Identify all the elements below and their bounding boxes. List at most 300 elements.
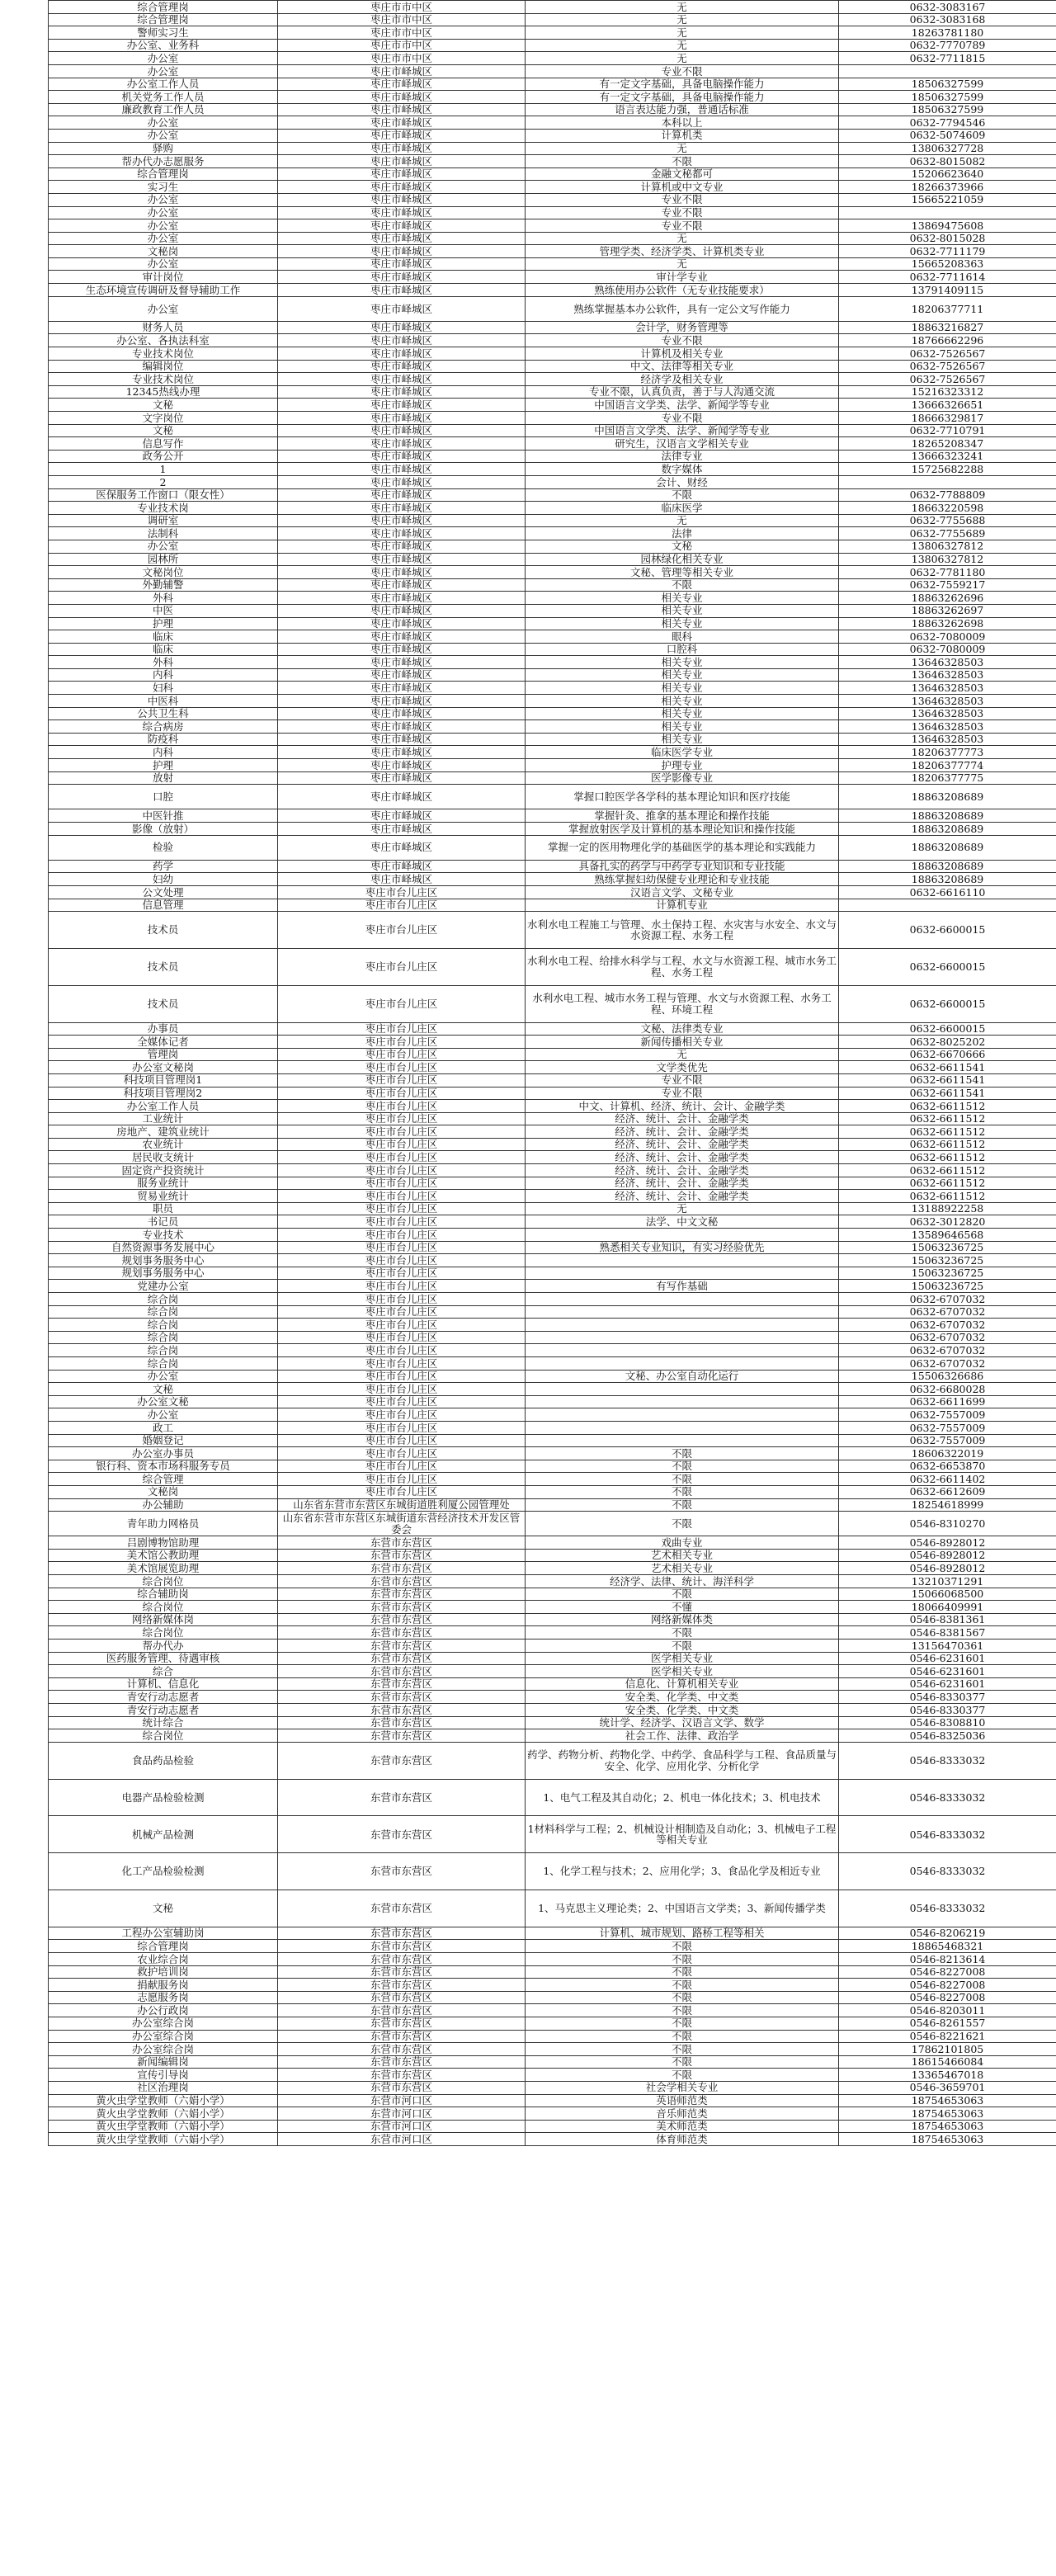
- table-row: [49, 1890, 1056, 1927]
- location-cell: 枣庄市峄城区: [278, 514, 526, 527]
- phone-cell: 18263781180: [839, 26, 1056, 40]
- position-cell: 办公室综合岗: [49, 2017, 278, 2030]
- table-row: [49, 823, 1056, 836]
- phone-cell: 0546-8325036: [839, 1729, 1056, 1743]
- requirement-cell: 专业不限: [526, 1073, 839, 1087]
- position-cell: 中医: [49, 604, 278, 617]
- location-cell: 东营市东营区: [278, 1639, 526, 1653]
- table-row: [49, 809, 1056, 823]
- location-cell: 东营市河口区: [278, 2107, 526, 2121]
- requirement-cell: 安全类、化学类、中文类: [526, 1691, 839, 1704]
- location-cell: 枣庄市峄城区: [278, 116, 526, 130]
- table-row: [49, 1254, 1056, 1267]
- position-cell: 综合岗: [49, 1356, 278, 1370]
- table-row: [49, 1853, 1056, 1890]
- requirement-cell: 不限: [526, 2043, 839, 2056]
- location-cell: 枣庄市市中区: [278, 13, 526, 26]
- position-cell: 外科: [49, 592, 278, 605]
- requirement-cell: 不限: [526, 1485, 839, 1498]
- position-cell: 工业统计: [49, 1112, 278, 1125]
- location-cell: 枣庄市台儿庄区: [278, 1202, 526, 1215]
- requirement-cell: 无: [526, 1, 839, 14]
- table-row: [49, 1048, 1056, 1061]
- location-cell: 东营市东营区: [278, 1536, 526, 1550]
- phone-cell: 0632-7711815: [839, 52, 1056, 65]
- table-row: [49, 1087, 1056, 1100]
- position-cell: 办公室: [49, 232, 278, 245]
- requirement-cell: 法学、中文文秘: [526, 1215, 839, 1229]
- table-row: [49, 1267, 1056, 1280]
- table-row: [49, 1280, 1056, 1293]
- phone-cell: 0546-8333032: [839, 1853, 1056, 1890]
- requirement-cell: 不限: [526, 1991, 839, 2004]
- table-row: [49, 1061, 1056, 1074]
- position-cell: 护理: [49, 617, 278, 630]
- requirement-cell: 计算机类: [526, 129, 839, 142]
- position-cell: 房地产、建筑业统计: [49, 1125, 278, 1139]
- requirement-cell: 经济、统计、会计、金融学类: [526, 1177, 839, 1190]
- table-row: [49, 271, 1056, 284]
- location-cell: 东营市东营区: [278, 1677, 526, 1691]
- table-row: [49, 1344, 1056, 1357]
- table-row: [49, 617, 1056, 630]
- location-cell: 枣庄市峄城区: [278, 733, 526, 746]
- position-cell: 信息管理: [49, 899, 278, 912]
- position-cell: 新闻编辑岗: [49, 2055, 278, 2069]
- position-cell: 自然资源事务发展中心: [49, 1241, 278, 1254]
- phone-cell: 0632-7557009: [839, 1434, 1056, 1447]
- location-cell: 枣庄市峄城区: [278, 502, 526, 515]
- requirement-cell: 文秘、办公室自动化运行: [526, 1370, 839, 1383]
- position-cell: 内科: [49, 668, 278, 682]
- requirement-cell: 计算机专业: [526, 899, 839, 912]
- table-row: [49, 1691, 1056, 1704]
- location-cell: 枣庄市台儿庄区: [278, 1356, 526, 1370]
- requirement-cell: 会计、财经: [526, 475, 839, 488]
- position-cell: 文秘岗: [49, 245, 278, 258]
- table-row: [49, 1356, 1056, 1370]
- position-cell: 办公室、业务科: [49, 39, 278, 52]
- phone-cell: 0546-8928012: [839, 1536, 1056, 1550]
- location-cell: 东营市东营区: [278, 1965, 526, 1979]
- table-row: [49, 2107, 1056, 2121]
- requirement-cell: 熟悉相关专业知识，有实习经验优先: [526, 1241, 839, 1254]
- position-cell: 黄火虫学堂教师（六娟小学）: [49, 2094, 278, 2107]
- location-cell: 东营市东营区: [278, 1691, 526, 1704]
- phone-cell: 0632-8015082: [839, 155, 1056, 168]
- phone-cell: 15063236725: [839, 1254, 1056, 1267]
- location-cell: 枣庄市峄城区: [278, 347, 526, 361]
- table-row: [49, 1383, 1056, 1396]
- table-row: [49, 91, 1056, 104]
- table-row: [49, 985, 1056, 1022]
- requirement-cell: 不限: [526, 1460, 839, 1473]
- location-cell: 枣庄市峄城区: [278, 129, 526, 142]
- phone-cell: 13646328503: [839, 707, 1056, 720]
- requirement-cell: 水利水电工程、给排水科学与工程、水文与水资源工程、城市水务工程、水务工程: [526, 948, 839, 985]
- table-row: [49, 155, 1056, 168]
- position-cell: 中医科: [49, 695, 278, 708]
- location-cell: 枣庄市台儿庄区: [278, 1408, 526, 1422]
- requirement-cell: [526, 1383, 839, 1396]
- phone-cell: 0632-7755689: [839, 527, 1056, 540]
- position-cell: 农业统计: [49, 1138, 278, 1151]
- position-cell: 工程办公室辅助岗: [49, 1927, 278, 1940]
- table-row: [49, 835, 1056, 860]
- position-cell: 办公室: [49, 540, 278, 553]
- phone-cell: 18066409991: [839, 1601, 1056, 1614]
- requirement-cell: 经济、统计、会计、金融学类: [526, 1125, 839, 1139]
- location-cell: 东营市河口区: [278, 2133, 526, 2146]
- phone-cell: 0632-7794546: [839, 116, 1056, 130]
- location-cell: 枣庄市峄城区: [278, 463, 526, 476]
- phone-cell: 13646328503: [839, 656, 1056, 669]
- table-row: [49, 1151, 1056, 1164]
- phone-cell: 18865468321: [839, 1940, 1056, 1953]
- position-cell: 廉政教育工作人员: [49, 103, 278, 116]
- table-row: [49, 1370, 1056, 1383]
- position-cell: 技术员: [49, 912, 278, 949]
- location-cell: 枣庄市峄城区: [278, 695, 526, 708]
- location-cell: 枣庄市峄城区: [278, 668, 526, 682]
- position-cell: 办公室文秘岗: [49, 1061, 278, 1074]
- location-cell: 枣庄市峄城区: [278, 64, 526, 78]
- phone-cell: 18666329817: [839, 412, 1056, 425]
- requirement-cell: 经济、统计、会计、金融学类: [526, 1151, 839, 1164]
- phone-cell: 15063236725: [839, 1267, 1056, 1280]
- table-row: [49, 26, 1056, 40]
- phone-cell: 18754653063: [839, 2120, 1056, 2133]
- position-cell: 统计综合: [49, 1716, 278, 1729]
- location-cell: 东营市东营区: [278, 1890, 526, 1927]
- location-cell: 枣庄市台儿庄区: [278, 1383, 526, 1396]
- requirement-cell: 相关专业: [526, 707, 839, 720]
- phone-cell: 18863208689: [839, 823, 1056, 836]
- requirement-cell: 水利水电工程、城市水务工程与管理、水文与水资源工程、水务工程、环境工程: [526, 985, 839, 1022]
- phone-cell: 0632-7788809: [839, 488, 1056, 502]
- requirement-cell: 不限: [526, 578, 839, 592]
- phone-cell: 18863208689: [839, 809, 1056, 823]
- phone-cell: 18265208347: [839, 437, 1056, 451]
- table-row: [49, 1473, 1056, 1486]
- table-row: [49, 103, 1056, 116]
- position-cell: 实习生: [49, 181, 278, 194]
- location-cell: 枣庄市台儿庄区: [278, 1319, 526, 1332]
- location-cell: 东营市东营区: [278, 1952, 526, 1965]
- location-cell: 枣庄市峄城区: [278, 167, 526, 181]
- position-cell: 办公行政岗: [49, 2004, 278, 2017]
- table-row: [49, 1952, 1056, 1965]
- position-cell: 编辑岗位: [49, 360, 278, 373]
- position-cell: 文秘岗: [49, 1485, 278, 1498]
- phone-cell: 0632-6612609: [839, 1485, 1056, 1498]
- requirement-cell: 经济学及相关专业: [526, 373, 839, 386]
- location-cell: 枣庄市台儿庄区: [278, 1215, 526, 1229]
- table-row: [49, 1965, 1056, 1979]
- position-cell: 12345热线办理: [49, 385, 278, 399]
- position-cell: 捐献服务岗: [49, 1979, 278, 1992]
- requirement-cell: 计算机或中文专业: [526, 181, 839, 194]
- table-row: [49, 1112, 1056, 1125]
- phone-cell: 18254618999: [839, 1498, 1056, 1512]
- phone-cell: 0546-8308810: [839, 1716, 1056, 1729]
- table-row: [49, 643, 1056, 656]
- phone-cell: 18863208689: [839, 860, 1056, 873]
- requirement-cell: 专业不限: [526, 219, 839, 233]
- position-cell: 外勤辅警: [49, 578, 278, 592]
- table-row: [49, 746, 1056, 759]
- phone-cell: 0632-6600015: [839, 1022, 1056, 1036]
- requirement-cell: 文秘、法律类专业: [526, 1022, 839, 1036]
- phone-cell: 0546-8333032: [839, 1890, 1056, 1927]
- location-cell: 东营市东营区: [278, 1575, 526, 1588]
- position-cell: 内科: [49, 746, 278, 759]
- location-cell: 东营市东营区: [278, 2043, 526, 2056]
- table-row: [49, 1704, 1056, 1717]
- table-row: [49, 604, 1056, 617]
- requirement-cell: 无: [526, 514, 839, 527]
- table-row: [49, 540, 1056, 553]
- position-cell: 2: [49, 475, 278, 488]
- phone-cell: 0546-8227008: [839, 1979, 1056, 1992]
- requirement-cell: 不限: [526, 1940, 839, 1953]
- requirement-cell: 不懂: [526, 1601, 839, 1614]
- table-row: [49, 1434, 1056, 1447]
- requirement-cell: 专业不限: [526, 412, 839, 425]
- phone-cell: 15206623640: [839, 167, 1056, 181]
- position-cell: 园林所: [49, 553, 278, 566]
- phone-cell: 0632-6653870: [839, 1460, 1056, 1473]
- table-row: [49, 1575, 1056, 1588]
- requirement-cell: 专业不限: [526, 334, 839, 347]
- location-cell: 枣庄市峄城区: [278, 91, 526, 104]
- location-cell: 东营市东营区: [278, 2030, 526, 2043]
- position-cell: 办公室: [49, 64, 278, 78]
- table-row: [49, 1, 1056, 14]
- phone-cell: [839, 899, 1056, 912]
- phone-cell: 0632-6611512: [839, 1164, 1056, 1177]
- table-row: [49, 1927, 1056, 1940]
- location-cell: 枣庄市台儿庄区: [278, 1229, 526, 1242]
- phone-cell: 0632-6611512: [839, 1138, 1056, 1151]
- table-row: [49, 1100, 1056, 1113]
- phone-cell: 18754653063: [839, 2133, 1056, 2146]
- phone-cell: 18863208689: [839, 873, 1056, 886]
- phone-cell: 0546-6231601: [839, 1665, 1056, 1678]
- position-cell: 临床: [49, 630, 278, 644]
- requirement-cell: 相关专业: [526, 668, 839, 682]
- table-row: [49, 2081, 1056, 2094]
- phone-cell: 0546-8227008: [839, 1991, 1056, 2004]
- location-cell: 东营市东营区: [278, 1626, 526, 1639]
- position-cell: 专业技术岗位: [49, 373, 278, 386]
- table-row: [49, 1816, 1056, 1853]
- location-cell: 枣庄市峄城区: [278, 142, 526, 155]
- table-row: [49, 912, 1056, 949]
- table-row: [49, 1202, 1056, 1215]
- position-cell: 食品药品检验: [49, 1742, 278, 1779]
- requirement-cell: 英语师范类: [526, 2094, 839, 2107]
- location-cell: 枣庄市峄城区: [278, 450, 526, 463]
- position-cell: 信息写作: [49, 437, 278, 451]
- table-row: [49, 1408, 1056, 1422]
- position-cell: 综合管理岗: [49, 1, 278, 14]
- position-cell: 办公室办事员: [49, 1447, 278, 1460]
- location-cell: 山东省东营市东营区东城街道胜利厦公园管理处: [278, 1498, 526, 1512]
- position-cell: 黄火虫学堂教师（六娟小学）: [49, 2107, 278, 2121]
- phone-cell: 13806327728: [839, 142, 1056, 155]
- phone-cell: 13646328503: [839, 695, 1056, 708]
- position-cell: 妇幼: [49, 873, 278, 886]
- phone-cell: 0546-8381567: [839, 1626, 1056, 1639]
- position-cell: 综合病房: [49, 720, 278, 734]
- position-cell: 文秘: [49, 424, 278, 437]
- table-row: [49, 948, 1056, 985]
- position-cell: 放射: [49, 771, 278, 785]
- table-row: [49, 1652, 1056, 1665]
- requirement-cell: 社会学相关专业: [526, 2081, 839, 2094]
- location-cell: 东营市东营区: [278, 1816, 526, 1853]
- location-cell: 枣庄市峄城区: [278, 475, 526, 488]
- phone-cell: 0632-7080009: [839, 630, 1056, 644]
- position-cell: 调研室: [49, 514, 278, 527]
- position-cell: 审计岗位: [49, 271, 278, 284]
- requirement-cell: 不限: [526, 2030, 839, 2043]
- location-cell: 枣庄市台儿庄区: [278, 1434, 526, 1447]
- phone-cell: [839, 206, 1056, 219]
- position-cell: 综合岗: [49, 1344, 278, 1357]
- table-row: [49, 488, 1056, 502]
- table-row: [49, 514, 1056, 527]
- requirement-cell: 汉语言文学、文秘专业: [526, 885, 839, 899]
- requirement-cell: [526, 1421, 839, 1434]
- requirement-cell: 临床医学专业: [526, 746, 839, 759]
- phone-cell: 18606322019: [839, 1447, 1056, 1460]
- table-row: [49, 1073, 1056, 1087]
- phone-cell: 17862101805: [839, 2043, 1056, 2056]
- requirement-cell: 有一定文字基础，具备电脑操作能力: [526, 91, 839, 104]
- requirement-cell: 不限: [526, 1626, 839, 1639]
- location-cell: 枣庄市峄城区: [278, 707, 526, 720]
- table-row: [49, 1613, 1056, 1626]
- location-cell: 枣庄市峄城区: [278, 103, 526, 116]
- table-row: [49, 1022, 1056, 1036]
- phone-cell: 18506327599: [839, 91, 1056, 104]
- location-cell: 枣庄市峄城区: [278, 578, 526, 592]
- table-row: [49, 373, 1056, 386]
- table-row: [49, 1421, 1056, 1434]
- requirement-cell: 管理学类、经济学类、计算机类专业: [526, 245, 839, 258]
- requirement-cell: 经济、统计、会计、金融学类: [526, 1190, 839, 1203]
- table-row: [49, 2043, 1056, 2056]
- location-cell: 枣庄市台儿庄区: [278, 1395, 526, 1408]
- location-cell: 枣庄市台儿庄区: [278, 1460, 526, 1473]
- position-cell: 办公室: [49, 116, 278, 130]
- phone-cell: 0632-7526567: [839, 347, 1056, 361]
- requirement-cell: 相关专业: [526, 682, 839, 695]
- requirement-cell: 1、电气工程及其自动化；2、机电一体化技术；3、机电技术: [526, 1779, 839, 1816]
- position-cell: 办公室: [49, 257, 278, 271]
- phone-cell: 13646328503: [839, 720, 1056, 734]
- position-cell: 综合管理: [49, 1473, 278, 1486]
- table-row: [49, 1485, 1056, 1498]
- phone-cell: 0632-8025202: [839, 1036, 1056, 1049]
- location-cell: 东营市河口区: [278, 2094, 526, 2107]
- table-row: [49, 1164, 1056, 1177]
- table-row: [49, 1190, 1056, 1203]
- table-row: [49, 167, 1056, 181]
- requirement-cell: 具备扎实的药学与中药学专业知识和专业技能: [526, 860, 839, 873]
- phone-cell: 0546-8221621: [839, 2030, 1056, 2043]
- position-cell: 办公室文秘: [49, 1395, 278, 1408]
- table-row: [49, 733, 1056, 746]
- requirement-cell: 文秘、管理等相关专业: [526, 566, 839, 579]
- position-cell: 科技项目管理岗2: [49, 1087, 278, 1100]
- phone-cell: 0546-8928012: [839, 1549, 1056, 1562]
- requirement-cell: [526, 1267, 839, 1280]
- requirement-cell: 相关专业: [526, 604, 839, 617]
- table-row: [49, 437, 1056, 451]
- location-cell: 枣庄市峄城区: [278, 809, 526, 823]
- phone-cell: 0632-3083168: [839, 13, 1056, 26]
- phone-cell: 0632-6611512: [839, 1100, 1056, 1113]
- position-cell: 美术馆公教助理: [49, 1549, 278, 1562]
- table-row: [49, 1125, 1056, 1139]
- location-cell: 枣庄市台儿庄区: [278, 1241, 526, 1254]
- position-cell: 医药服务管理、待遇审核: [49, 1652, 278, 1665]
- position-cell: 电器产品检验检测: [49, 1779, 278, 1816]
- table-row: [49, 1601, 1056, 1614]
- position-cell: 固定资产投资统计: [49, 1164, 278, 1177]
- position-cell: 警师实习生: [49, 26, 278, 40]
- position-cell: 综合岗: [49, 1331, 278, 1344]
- table-row: [49, 1991, 1056, 2004]
- position-cell: 综合辅助岗: [49, 1588, 278, 1601]
- phone-cell: 0632-7781180: [839, 566, 1056, 579]
- table-row: [49, 1742, 1056, 1779]
- location-cell: 枣庄市台儿庄区: [278, 885, 526, 899]
- position-cell: 办公室: [49, 206, 278, 219]
- requirement-cell: [526, 1395, 839, 1408]
- requirement-cell: 无: [526, 39, 839, 52]
- table-row: [49, 2004, 1056, 2017]
- table-row: [49, 347, 1056, 361]
- phone-cell: 0632-7557009: [839, 1421, 1056, 1434]
- location-cell: 枣庄市台儿庄区: [278, 1164, 526, 1177]
- requirement-cell: 专业不限: [526, 1087, 839, 1100]
- table-row: [49, 720, 1056, 734]
- position-cell: 临床: [49, 643, 278, 656]
- location-cell: 东营市东营区: [278, 1562, 526, 1575]
- requirement-cell: 无: [526, 13, 839, 26]
- table-row: [49, 2017, 1056, 2030]
- location-cell: 枣庄市峄城区: [278, 219, 526, 233]
- position-cell: 公共卫生科: [49, 707, 278, 720]
- location-cell: 枣庄市台儿庄区: [278, 1331, 526, 1344]
- phone-cell: 0632-6611699: [839, 1395, 1056, 1408]
- requirement-cell: 艺术相关专业: [526, 1549, 839, 1562]
- position-cell: 规划事务服务中心: [49, 1254, 278, 1267]
- position-cell: 帮办代办志愿服务: [49, 155, 278, 168]
- phone-cell: 18206377775: [839, 771, 1056, 785]
- phone-cell: 0632-6707032: [839, 1344, 1056, 1357]
- table-row: [49, 630, 1056, 644]
- position-cell: 帮办代办: [49, 1639, 278, 1653]
- position-cell: 职员: [49, 1202, 278, 1215]
- location-cell: 东营市东营区: [278, 2055, 526, 2069]
- requirement-cell: 不限: [526, 155, 839, 168]
- position-cell: 办公室: [49, 296, 278, 321]
